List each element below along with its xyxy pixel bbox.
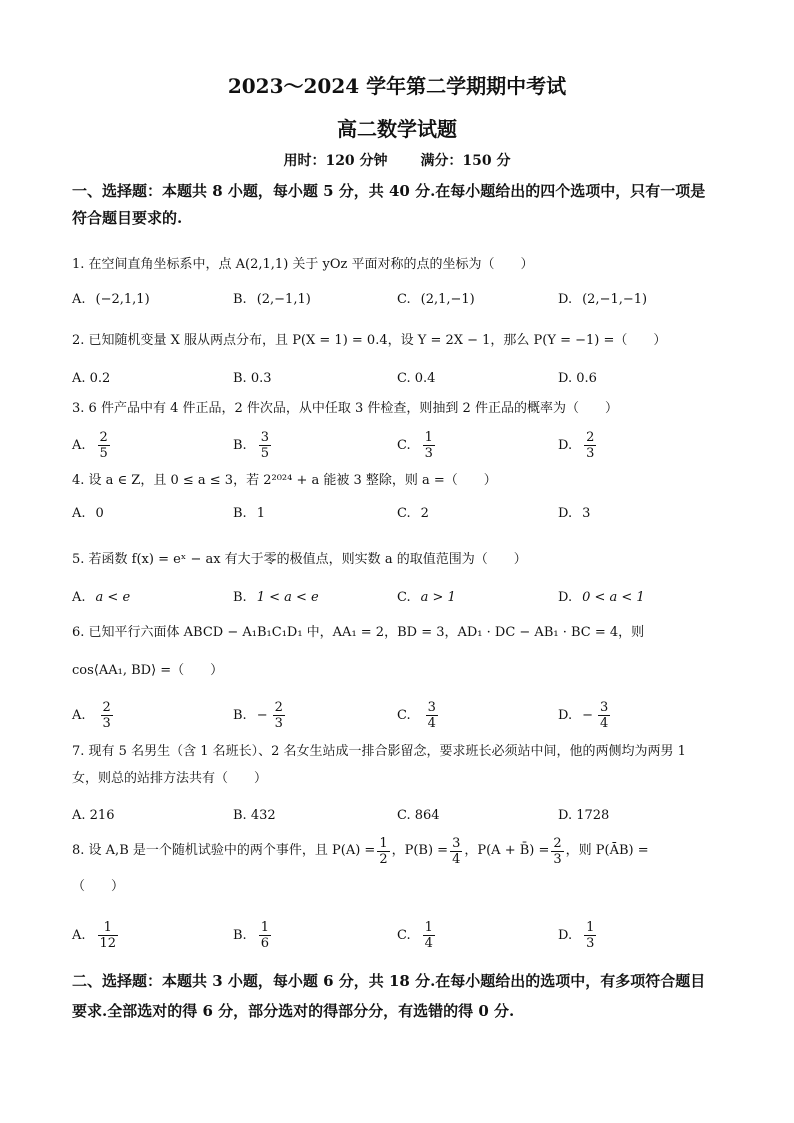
q8-option-c: C. $\frac{1}{4}$ xyxy=(397,919,433,951)
q6-option-b: B. − $\frac{2}{3}$ xyxy=(233,699,283,731)
fraction: $\frac{1}{6}$ xyxy=(260,919,269,951)
fraction: $\frac{2}{3}$ xyxy=(102,699,111,731)
q4-option-c: C. 2 xyxy=(397,505,429,521)
q8-option-b: B. $\frac{1}{6}$ xyxy=(233,919,269,951)
q4-option-b: B. 1 xyxy=(233,505,265,521)
fraction: $\frac{2}{3}$ xyxy=(274,699,283,731)
q2-option-a: A. 0.2 xyxy=(72,370,111,386)
fraction: $\frac{3}{4}$ xyxy=(427,699,436,731)
exam-info xyxy=(0,150,794,170)
fraction: $\frac{2}{3}$ xyxy=(586,429,595,461)
q6-option-c: C. $\frac{3}{4}$ xyxy=(397,699,436,731)
question-8-text: 8. 设 A,B 是一个随机试验中的两个事件，且 P(A) = $\frac{1}{2}$ ，P(B) = $\frac{3}{4}$ ，P(A + B̄) = $\frac{2}{3}$ ，则 P(ĀB) = xyxy=(72,835,649,867)
q5-option-a: A. a < e xyxy=(72,589,131,605)
fraction: $\frac{1}{3}$ xyxy=(586,919,595,951)
q3-option-d: D. $\frac{2}{3}$ xyxy=(558,429,595,461)
question-7-line-2: 女，则总的站排方法共有（ ） xyxy=(72,771,268,786)
q8-option-a: A. $\frac{1}{12}$ xyxy=(72,919,117,951)
question-8-options xyxy=(72,920,732,950)
section-1-heading xyxy=(72,178,728,232)
q1-option-a: A. (−2,1,1) xyxy=(72,291,150,307)
q6-option-a: A. $\frac{2}{3}$ xyxy=(72,699,111,731)
exam-title: 2023～2024 学年第二学期期中考试 xyxy=(227,74,567,98)
section-1-line-1: 一、选择题：本题共 8 小题，每小题 5 分，共 40 分.在每小题给出的四个选项中，只有一项是 xyxy=(72,182,706,200)
q5-option-c: C. a > 1 xyxy=(397,589,456,605)
fraction: $\frac{2}{3}$ xyxy=(553,835,562,867)
question-6-line-1: 6. 已知平行六面体 ABCD − A₁B₁C₁D₁ 中，AA₁ = 2，BD = 3，AD₁ · DC − AB₁ · BC = 4，则 xyxy=(72,625,645,640)
question-7-text xyxy=(72,741,728,790)
q2-option-c: C. 0.4 xyxy=(397,370,436,386)
section-1-line-2: 符合题目要求的. xyxy=(72,209,183,227)
q3-option-c: C. $\frac{1}{3}$ xyxy=(397,429,433,461)
q7-option-a: A. 216 xyxy=(72,807,115,823)
q5-option-b: B. 1 < a < e xyxy=(233,589,319,605)
q7-option-d: D. 1728 xyxy=(558,807,610,823)
fraction: $\frac{1}{4}$ xyxy=(424,919,433,951)
q5-option-d: D. 0 < a < 1 xyxy=(558,589,645,605)
score-label: 满分：150 分 xyxy=(420,153,511,169)
q1-option-b: B. (2,−1,1) xyxy=(233,291,311,307)
q4-option-d: D. 3 xyxy=(558,505,591,521)
fraction: $\frac{1}{2}$ xyxy=(379,835,388,867)
question-1-options xyxy=(72,284,732,314)
q1-option-c: C. (2,1,−1) xyxy=(397,291,475,307)
question-8-line-2: （ ） xyxy=(72,879,125,894)
question-4-options xyxy=(72,498,732,528)
q7-option-c: C. 864 xyxy=(397,807,440,823)
fraction: $\frac{3}{4}$ xyxy=(600,699,609,731)
q1-option-d: D. (2,−1,−1) xyxy=(558,291,648,307)
q2-option-d: D. 0.6 xyxy=(558,370,597,386)
time-label: 用时：120 分钟 xyxy=(283,153,388,169)
section-2-line-2: 要求.全部选对的得 6 分，部分选对的得部分分，有选错的得 0 分. xyxy=(72,1002,515,1020)
q6-option-d: D. − $\frac{3}{4}$ xyxy=(558,699,609,731)
q3-option-a: A. $\frac{2}{5}$ xyxy=(72,429,108,461)
question-2-options xyxy=(72,363,732,393)
question-6-line-2: cos⟨AA₁, BD⟩ =（ ） xyxy=(72,663,224,678)
question-6-text xyxy=(72,622,728,682)
section-2-line-1: 二、选择题：本题共 3 小题，每小题 6 分，共 18 分.在每小题给出的选项中，有多项符合题目 xyxy=(72,972,706,990)
question-4-text: 4. 设 a ∈ Z，且 0 ≤ a ≤ 3，若 2²⁰²⁴ + a 能被 3 整除，则 a =（ ） xyxy=(72,473,497,488)
q7-option-b: B. 432 xyxy=(233,807,276,823)
question-2-text: 2. 已知随机变量 X 服从两点分布，且 P(X = 1) = 0.4，设 Y = 2X − 1，那么 P(Y = −1) =（ ） xyxy=(72,333,667,348)
question-5-text: 5. 若函数 f(x) = eˣ − ax 有大于零的极值点，则实数 a 的取值范围为（ ） xyxy=(72,552,527,567)
fraction: $\frac{1}{12}$ xyxy=(99,919,117,951)
fraction: $\frac{2}{5}$ xyxy=(99,429,108,461)
question-1-text: 1. 在空间直角坐标系中，点 A(2,1,1) 关于 yOz 平面对称的点的坐标为（ ） xyxy=(72,257,534,272)
q8-option-d: D. $\frac{1}{3}$ xyxy=(558,919,595,951)
fraction: $\frac{1}{3}$ xyxy=(424,429,433,461)
question-6-options xyxy=(72,700,732,730)
question-3-options xyxy=(72,430,732,460)
question-5-options xyxy=(72,582,732,612)
section-2-heading xyxy=(72,968,728,1025)
q3-option-b: B. $\frac{3}{5}$ xyxy=(233,429,269,461)
q4-option-a: A. 0 xyxy=(72,505,104,521)
fraction: $\frac{3}{5}$ xyxy=(260,429,269,461)
fraction: $\frac{3}{4}$ xyxy=(452,835,461,867)
question-7-line-1: 7. 现有 5 名男生（含 1 名班长）、2 名女生站成一排合影留念，要求班长必须站中间，他的两侧均为两男 1 xyxy=(72,744,686,759)
exam-subtitle: 高二数学试题 xyxy=(337,117,457,141)
question-7-options xyxy=(72,800,732,830)
question-3-text: 3. 6 件产品中有 4 件正品，2 件次品，从中任取 3 件检查，则抽到 2 件正品的概率为（ ） xyxy=(72,401,618,416)
q2-option-b: B. 0.3 xyxy=(233,370,272,386)
